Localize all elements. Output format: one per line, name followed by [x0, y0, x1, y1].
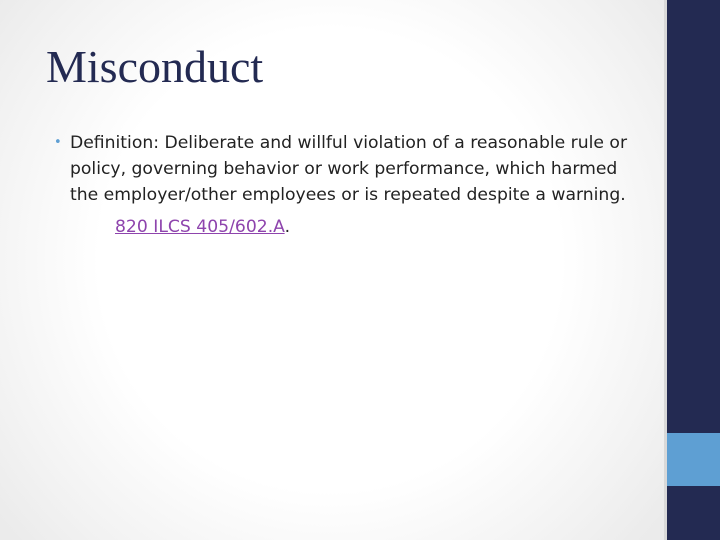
bullet-marker: •: [54, 135, 62, 150]
citation-period: .: [284, 217, 291, 237]
sidebar-accent-block: [667, 433, 720, 486]
slide-content: [52, 130, 637, 240]
statute-link[interactable]: 820 ILCS 405/602.A: [115, 217, 285, 237]
citation: [115, 214, 637, 240]
bullet-text: Definition: Deliberate and willful violation of a reasonable rule or policy, governing behavior or work performance, which harmed the employer/other employees or is repeated despite a warning.: [70, 133, 628, 205]
slide-title: Misconduct: [46, 41, 264, 92]
bullet-item: [52, 130, 637, 208]
